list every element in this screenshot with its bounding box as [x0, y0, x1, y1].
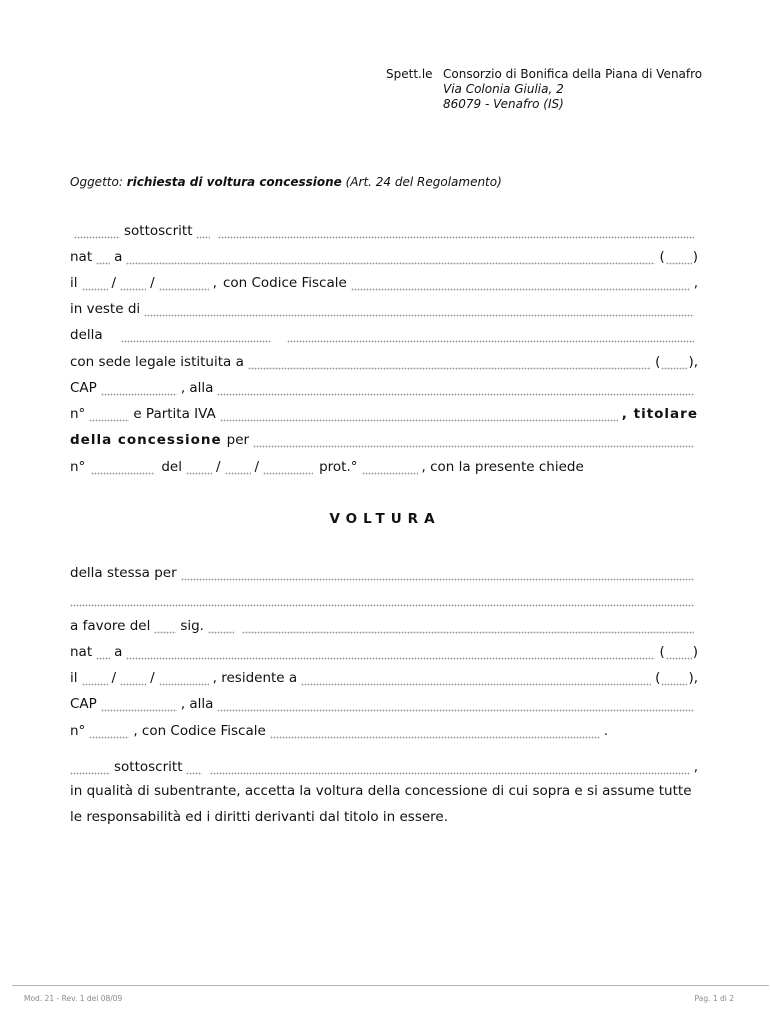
form-row-beneficiary-birthplace — [70, 641, 698, 661]
label-close-paren-comma: ), — [688, 354, 698, 370]
label-della-concessione: della concessione — [70, 432, 222, 448]
beneficiary-gender-field[interactable] — [154, 623, 176, 635]
date-separator: / — [150, 670, 155, 686]
label-alla: , alla — [180, 696, 214, 712]
vat-number-field[interactable] — [220, 411, 618, 423]
form-row-birthplace — [70, 246, 698, 266]
label-per: per — [226, 432, 250, 448]
label-titolare: , titolare — [621, 406, 698, 422]
concession-number-field[interactable] — [91, 464, 155, 476]
label-close-paren: ) — [692, 249, 698, 265]
footer-page-number: Pag. 1 di 2 — [694, 994, 734, 1003]
label-della: della — [70, 327, 103, 343]
seat-province-field[interactable] — [661, 359, 687, 371]
protocol-number-field[interactable] — [362, 464, 418, 476]
label-open-paren: ( — [655, 670, 661, 686]
form-row-transfer-purpose-cont — [70, 588, 698, 608]
label-a: a — [114, 644, 123, 660]
label-close-paren: ) — [692, 644, 698, 660]
street-number-field[interactable] — [89, 411, 129, 423]
form-row-beneficiary-cap — [70, 693, 698, 713]
beneficiary-birth-day-field[interactable] — [82, 675, 108, 687]
subject-label: Oggetto: — [70, 175, 123, 189]
label-a-favore-del: a favore del — [70, 618, 151, 634]
beneficiary-residence-field[interactable] — [301, 675, 651, 687]
form-row-sottoscritto — [70, 220, 698, 240]
closing-line-1: in qualità di subentrante, accetta la voltura della concessione di cui sopra e si assume tutte — [70, 783, 692, 799]
label-nato: nat — [70, 249, 93, 265]
label-cap: CAP — [70, 696, 97, 712]
label-numero: n° — [70, 406, 86, 422]
label-numero: n° — [70, 723, 86, 739]
footer-divider — [12, 985, 769, 986]
role-field[interactable] — [144, 306, 694, 318]
label-protocollo: prot.° — [319, 459, 358, 475]
label-codice-fiscale: con Codice Fiscale — [222, 275, 347, 291]
label-a: a — [114, 249, 123, 265]
label-sig: sig. — [180, 618, 204, 634]
form-row-cap-address — [70, 377, 698, 397]
form-row-transfer-purpose — [70, 562, 698, 582]
beneficiary-name-field[interactable] — [242, 623, 694, 635]
beneficiary-address-field[interactable] — [217, 701, 694, 713]
form-row-beneficiary-tax-code — [70, 720, 698, 740]
beneficiary-cap-field[interactable] — [101, 701, 177, 713]
subject-text: richiesta di voltura concessione — [126, 175, 342, 189]
codice-fiscale-field[interactable] — [351, 280, 690, 292]
transfer-purpose-field-cont[interactable] — [70, 596, 694, 608]
birth-month-field[interactable] — [120, 280, 146, 292]
form-row-company — [70, 324, 698, 344]
date-separator: / — [111, 670, 117, 686]
organization-street: Via Colonia Giulia, 2 — [443, 82, 564, 96]
form-row-role — [70, 298, 698, 318]
form-row-beneficiary — [70, 615, 698, 635]
label-cap: CAP — [70, 380, 97, 396]
beneficiary-birth-gender-field[interactable] — [96, 649, 110, 661]
recipient-label: Spett.le — [386, 67, 433, 81]
label-comma: , — [693, 275, 698, 291]
subject-line — [70, 175, 502, 189]
form-row-successor — [70, 756, 698, 776]
subject-reference: (Art. 24 del Regolamento) — [345, 175, 502, 189]
label-sede-legale: con sede legale istituita a — [70, 354, 244, 370]
birth-day-field[interactable] — [82, 280, 108, 292]
successor-gender-field[interactable] — [70, 764, 110, 776]
beneficiary-birthplace-field[interactable] — [126, 649, 655, 661]
address-field[interactable] — [217, 385, 694, 397]
form-row-concession-number — [70, 456, 698, 476]
date-separator: / — [111, 275, 117, 291]
beneficiary-codice-fiscale-field[interactable] — [270, 728, 600, 740]
gender-field[interactable] — [74, 228, 120, 240]
label-open-paren: ( — [659, 249, 665, 265]
birth-province-field[interactable] — [666, 254, 692, 266]
organization-name: Consorzio di Bonifica della Piana di Venafro — [443, 67, 703, 81]
label-nato: nat — [70, 644, 93, 660]
successor-gender-suffix-field[interactable] — [186, 764, 202, 776]
organization-city: 86079 - Venafro (IS) — [443, 97, 564, 111]
footer-form-version: Mod. 21 - Rev. 1 del 08/09 — [24, 994, 123, 1003]
label-period: . — [603, 723, 609, 739]
label-partita-iva: e Partita IVA — [133, 406, 216, 422]
form-row-beneficiary-birthdate — [70, 667, 698, 687]
transfer-purpose-field[interactable] — [181, 570, 694, 582]
concession-day-field[interactable] — [186, 464, 212, 476]
label-il: il — [70, 670, 78, 686]
label-numero: n° — [70, 459, 86, 475]
birth-year-field[interactable] — [159, 280, 209, 292]
name-field[interactable] — [218, 228, 694, 240]
closing-line-2: le responsabilità ed i diritti derivanti dal titolo in essere. — [70, 809, 449, 825]
label-open-paren: ( — [659, 644, 665, 660]
beneficiary-residence-province-field[interactable] — [661, 675, 687, 687]
concession-purpose-field[interactable] — [253, 437, 694, 449]
label-in-veste-di: in veste di — [70, 301, 141, 317]
label-close-paren-comma: ), — [688, 670, 698, 686]
label-comma: , — [693, 759, 698, 775]
cap-field[interactable] — [101, 385, 177, 397]
beneficiary-title-field[interactable] — [208, 623, 234, 635]
date-separator: / — [150, 275, 155, 291]
label-il: il — [70, 275, 78, 291]
form-row-legal-seat — [70, 351, 698, 371]
label-della-stessa-per: della stessa per — [70, 565, 177, 581]
label-sottoscritto: sottoscritt — [114, 759, 183, 775]
company-name-field[interactable] — [287, 332, 694, 344]
successor-name-field[interactable] — [210, 764, 689, 776]
beneficiary-birth-year-field[interactable] — [159, 675, 209, 687]
label-comma: , — [212, 275, 217, 291]
birth-gender-field[interactable] — [96, 254, 110, 266]
document-title: VOLTURA — [329, 511, 441, 527]
label-residente-a: , residente a — [212, 670, 298, 686]
form-row-vat — [70, 403, 698, 423]
form-row-concession — [70, 429, 698, 449]
label-sottoscritto: sottoscritt — [124, 223, 193, 239]
company-type-field[interactable] — [121, 332, 271, 344]
beneficiary-birth-province-field[interactable] — [666, 649, 692, 661]
birthplace-field[interactable] — [126, 254, 655, 266]
concession-month-field[interactable] — [225, 464, 251, 476]
label-chiede: , con la presente chiede — [421, 459, 584, 475]
date-separator: / — [254, 459, 260, 475]
label-codice-fiscale: , con Codice Fiscale — [133, 723, 266, 739]
concession-year-field[interactable] — [263, 464, 313, 476]
label-open-paren: ( — [655, 354, 661, 370]
beneficiary-birth-month-field[interactable] — [120, 675, 146, 687]
gender-suffix-field[interactable] — [196, 228, 210, 240]
label-del: del — [161, 459, 182, 475]
label-alla: , alla — [180, 380, 214, 396]
form-row-birthdate — [70, 272, 698, 292]
beneficiary-street-number-field[interactable] — [89, 728, 129, 740]
date-separator: / — [215, 459, 221, 475]
legal-seat-field[interactable] — [248, 359, 651, 371]
